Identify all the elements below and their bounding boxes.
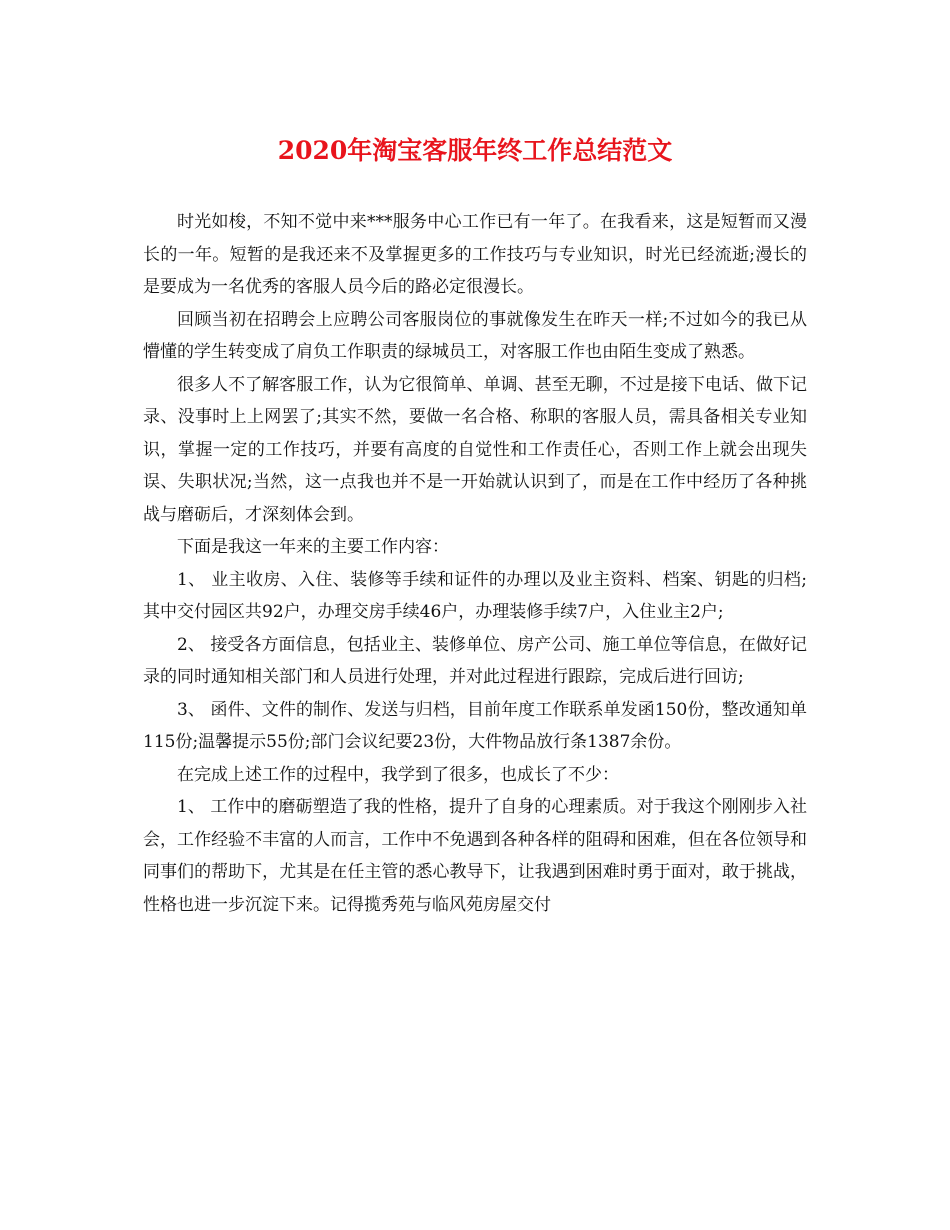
paragraph: 很多人不了解客服工作，认为它很简单、单调、甚至无聊，不过是接下电话、做下记录、没事时上上网罢了;其实不然，要做一名合格、称职的客服人员，需具备相关专业知识，掌握一定的工作技巧，并要有高度的自觉性和工作责任心，否则工作上就会出现失误、失职状况;当然，这一点我也并不是一开始就认识到了，而是在工作中经历了各种挑战与磨砺后，才深刻体会到。 — [143, 374, 807, 525]
paragraph: 回顾当初在招聘会上应聘公司客服岗位的事就像发生在昨天一样;不过如今的我已从懵懂的学生转变成了肩负工作职责的绿城员工，对客服工作也由陌生变成了熟悉。 — [143, 309, 807, 362]
paragraph: 下面是我这一年来的主要工作内容： — [177, 537, 449, 557]
paragraph: 在完成上述工作的过程中，我学到了很多，也成长了不少： — [177, 764, 619, 785]
list-item: 1、 工作中的磨砺塑造了我的性格，提升了自身的心理素质。对于我这个刚刚步入社会，工作经验不丰富的人而言，工作中不免遇到各种各样的阻碍和困难，但在各位领导和同事们的帮助下，尤其是在任主管的悉心教导下，让我遇到困难时勇于面对，敢于挑战，性格也进一步沉淀下来。记得揽秀苑与临风苑房屋交付 — [143, 797, 807, 915]
document-body — [143, 206, 807, 921]
list-item: 2、 接受各方面信息，包括业主、装修单位、房产公司、施工单位等信息，在做好记录的同时通知相关部门和人员进行处理，并对此过程进行跟踪，完成后进行回访; — [143, 634, 807, 687]
document-title: 2020年淘宝客服年终工作总结范文 — [277, 136, 673, 165]
paragraph: 时光如梭，不知不觉中来***服务中心工作已有一年了。在我看来，这是短暂而又漫长的一年。短暂的是我还来不及掌握更多的工作技巧与专业知识，时光已经流逝;漫长的是要成为一名优秀的客服人员今后的路必定很漫长。 — [143, 212, 807, 297]
list-item: 3、 函件、文件的制作、发送与归档，目前年度工作联系单发函150份，整改通知单115份;温馨提示55份;部门会议纪要23份，大件物品放行条1387余份。 — [143, 699, 807, 752]
list-item: 1、 业主收房、入住、装修等手续和证件的办理以及业主资料、档案、钥匙的归档;其中交付园区共92户，办理交房手续46户，办理装修手续7户，入住业主2户; — [143, 569, 807, 622]
